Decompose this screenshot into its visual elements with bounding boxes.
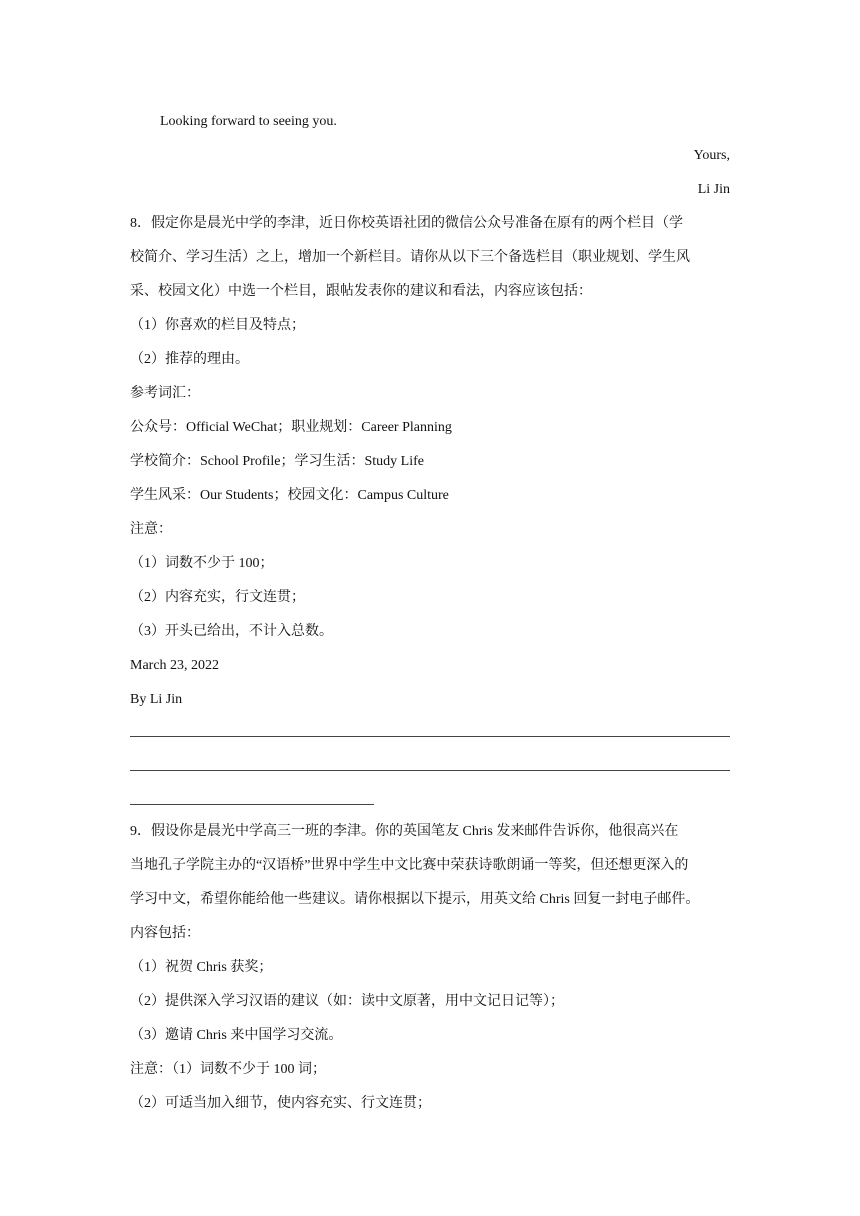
q8-vocab-item: 公众号：Official WeChat；职业规划：Career Planning bbox=[130, 420, 452, 435]
q9-prompt-line: 9．假设你是晨光中学高三一班的李津。你的英国笔友 Chris 发来邮件告诉你，他很高兴在 bbox=[130, 824, 679, 839]
q8-vocab-item: 学生风采：Our Students；校园文化：Campus Culture bbox=[130, 488, 449, 503]
letter-signature: Li Jin bbox=[697, 182, 730, 197]
q8-vocab-item: 学校简介：School Profile；学习生活：Study Life bbox=[130, 454, 424, 469]
q8-note: （2）内容充实，行文连贯； bbox=[130, 590, 305, 605]
q9-note: 注意：（1）词数不少于 100 词； bbox=[130, 1062, 326, 1077]
q8-prompt-line: 校简介、学习生活）之上，增加一个新栏目。请你从以下三个备选栏目（职业规划、学生风 bbox=[130, 250, 690, 265]
q8-note: （1）词数不少于 100； bbox=[130, 556, 274, 571]
q9-point: （3）邀请 Chris 来中国学习交流。 bbox=[130, 1028, 343, 1043]
q9-point: （1）祝贺 Chris 获奖； bbox=[130, 960, 273, 975]
q8-point: （1）你喜欢的栏目及特点； bbox=[130, 318, 305, 333]
q8-date: March 23, 2022 bbox=[130, 658, 220, 673]
q8-note: （3）开头已给出，不计入总数。 bbox=[130, 624, 333, 639]
q9-prompt-line: 学习中文，希望你能给他一些建议。请你根据以下提示，用英文给 Chris 回复一封电子邮件。 bbox=[130, 892, 700, 907]
letter-closing-line: Looking forward to seeing you. bbox=[160, 114, 337, 129]
answer-blank-line bbox=[130, 804, 374, 805]
q9-note: （2）可适当加入细节，使内容充实、行文连贯； bbox=[130, 1096, 431, 1111]
answer-blank-line bbox=[130, 736, 730, 737]
q8-byline: By Li Jin bbox=[130, 692, 183, 707]
q9-prompt-line: 当地孔子学院主办的“汉语桥”世界中学生中文比赛中荣获诗歌朗诵一等奖，但还想更深入的 bbox=[130, 858, 689, 873]
q9-point: （2）提供深入学习汉语的建议（如：读中文原著，用中文记日记等）； bbox=[130, 994, 564, 1009]
q8-vocab-heading: 参考词汇： bbox=[130, 386, 200, 401]
q8-prompt-line: 8．假定你是晨光中学的李津，近日你校英语社团的微信公众号准备在原有的两个栏目（学 bbox=[130, 216, 683, 231]
answer-blank-line bbox=[130, 770, 730, 771]
q8-point: （2）推荐的理由。 bbox=[130, 352, 249, 367]
q8-notes-heading: 注意： bbox=[130, 522, 172, 537]
letter-sign-off: Yours, bbox=[693, 148, 730, 163]
q8-prompt-line: 采、校园文化）中选一个栏目，跟帖发表你的建议和看法，内容应该包括： bbox=[130, 284, 592, 299]
q9-prompt-line: 内容包括： bbox=[130, 926, 200, 941]
